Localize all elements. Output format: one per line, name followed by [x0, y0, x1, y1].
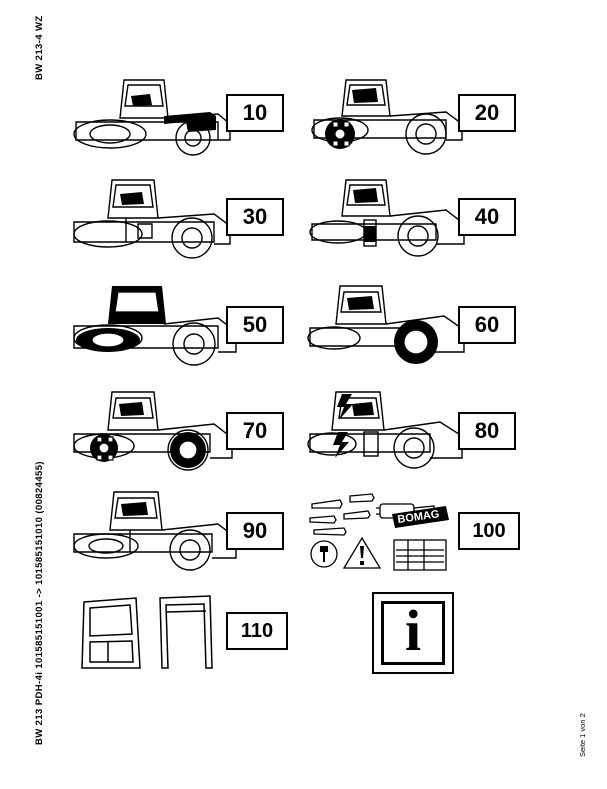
roller-rear-frame-icon — [306, 174, 476, 260]
tools-decals-icon — [306, 488, 458, 580]
roller-complete-icon — [68, 490, 246, 576]
roller-cab-shaded-icon — [68, 282, 248, 368]
info-icon: i — [404, 598, 422, 663]
catalog-cell-50[interactable] — [68, 282, 283, 372]
roller-electrics-icon — [306, 388, 476, 474]
catalog-cell-20[interactable] — [306, 72, 521, 162]
page-number: Seite 1 von 2 — [578, 713, 587, 757]
cab-rops-icon — [78, 592, 228, 674]
tag-110[interactable]: 110 — [226, 612, 288, 650]
roller-with-drum-icon — [68, 72, 238, 158]
catalog-cell-40[interactable] — [306, 174, 521, 264]
info-sign-border — [381, 598, 445, 665]
header-machine-code: BW 213-4 WZ — [34, 15, 45, 80]
tag-10[interactable]: 10 — [226, 94, 284, 132]
tag-70[interactable]: 70 — [226, 412, 284, 450]
catalog-cell-10[interactable] — [68, 72, 283, 162]
catalog-cell-100[interactable] — [306, 488, 521, 580]
roller-wheel-dark-icon — [306, 282, 476, 368]
tag-20[interactable]: 20 — [458, 94, 516, 132]
catalog-cell-90[interactable] — [68, 490, 283, 580]
roller-front-axle-icon — [306, 72, 476, 158]
catalog-cell-60[interactable] — [306, 282, 521, 372]
catalog-cell-30[interactable] — [68, 174, 283, 264]
decal-brand-text: BOMAG — [396, 508, 441, 526]
tag-40[interactable]: 40 — [458, 198, 516, 236]
tag-50[interactable]: 50 — [226, 306, 284, 344]
roller-side-view-icon — [68, 174, 243, 260]
footer-order-code: BW 213 PDH-4i 101585151001 -> 101585151010 (00824455) — [34, 461, 45, 745]
catalog-cell-110[interactable] — [78, 592, 293, 678]
catalog-cell-70[interactable] — [68, 388, 283, 478]
tag-90[interactable]: 90 — [226, 512, 284, 550]
catalog-cell-80[interactable] — [306, 388, 521, 478]
tag-100[interactable]: 100 — [458, 512, 520, 550]
roller-drum-drive-icon — [68, 388, 243, 474]
tag-60[interactable]: 60 — [458, 306, 516, 344]
tag-30[interactable]: 30 — [226, 198, 284, 236]
tag-80[interactable]: 80 — [458, 412, 516, 450]
info-sign[interactable] — [372, 592, 454, 674]
